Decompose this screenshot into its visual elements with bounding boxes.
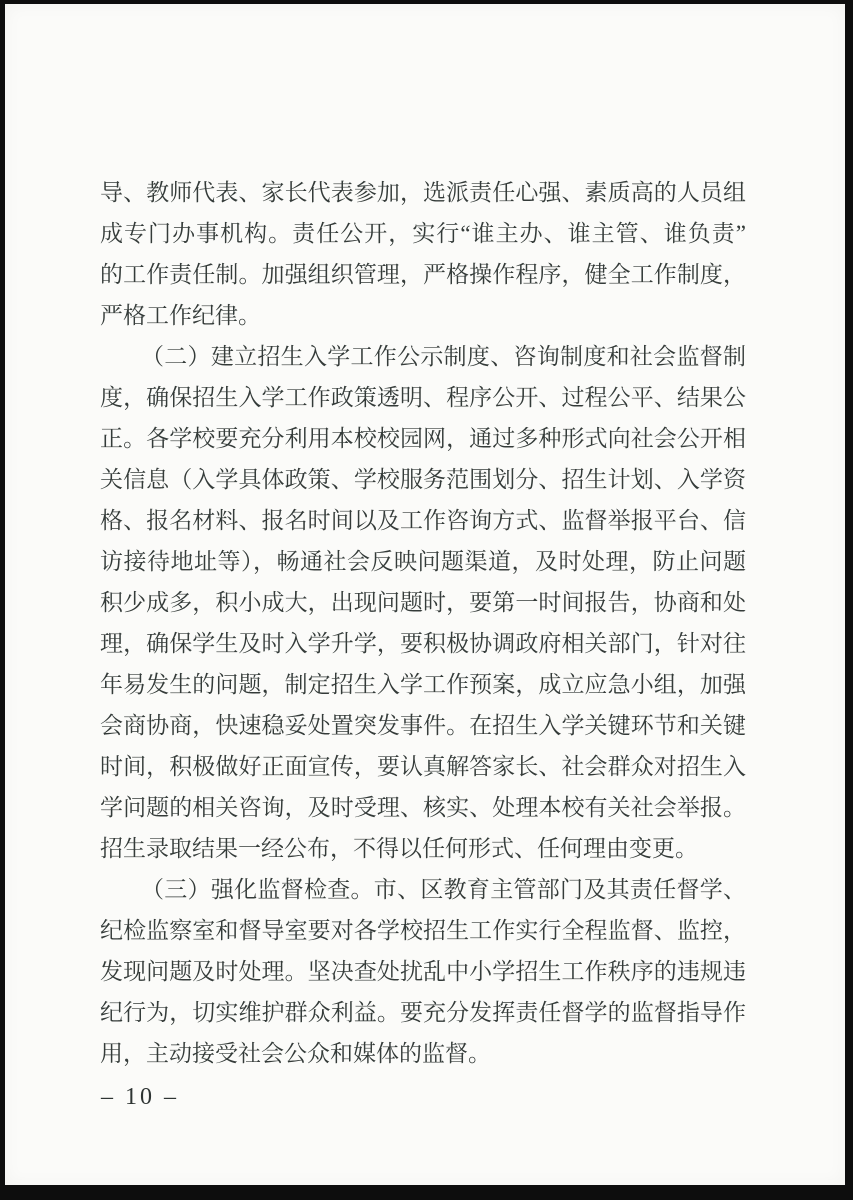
text-line: 正。各学校要充分利用本校校园网，通过多种形式向社会公开相 — [100, 426, 746, 451]
text-line: 招生录取结果一经公布，不得以任何形式、任何理由变更。 — [100, 836, 698, 861]
text-line: 用，主动接受社会公众和媒体的监督。 — [100, 1041, 491, 1066]
text-line: 年易发生的问题，制定招生入学工作预案，成立应急小组，加强 — [100, 672, 746, 697]
text-line: 关信息（入学具体政策、学校服务范围划分、招生计划、入学资 — [100, 467, 746, 492]
text-line: 时间，积极做好正面宣传，要认真解答家长、社会群众对招生入 — [100, 754, 746, 779]
text-line: 学问题的相关咨询，及时受理、核实、处理本校有关社会举报。 — [100, 795, 746, 820]
page-number: – 10 – — [101, 1084, 179, 1110]
text-line: 访接待地址等），畅通社会反映问题渠道，及时处理，防止问题 — [100, 549, 746, 574]
text-line: 严格工作纪律。 — [100, 303, 261, 328]
body-text — [100, 172, 746, 1074]
text-line: 度，确保招生入学工作政策透明、程序公开、过程公平、结果公 — [100, 385, 746, 410]
text-line: （三）强化监督检查。市、区教育主管部门及其责任督学、 — [141, 877, 746, 902]
text-line: 会商协商，快速稳妥处置突发事件。在招生入学关键环节和关键 — [100, 713, 746, 738]
text-line: 成专门办事机构。责任公开，实行“谁主办、谁主管、谁负责” — [100, 221, 746, 246]
text-line: 格、报名材料、报名时间以及工作咨询方式、监督举报平台、信 — [100, 508, 746, 533]
text-line: 纪检监察室和督导室要对各学校招生工作实行全程监督、监控， — [100, 918, 746, 943]
text-line: 理，确保学生及时入学升学，要积极协调政府相关部门，针对往 — [100, 631, 746, 656]
text-line: 积少成多，积小成大，出现问题时，要第一时间报告，协商和处 — [100, 590, 746, 615]
document-page — [5, 4, 845, 1185]
text-line: 的工作责任制。加强组织管理，严格操作程序，健全工作制度， — [100, 262, 746, 287]
text-line: 发现问题及时处理。坚决查处扰乱中小学招生工作秩序的违规违 — [100, 959, 746, 984]
text-line: 纪行为，切实维护群众利益。要充分发挥责任督学的监督指导作 — [100, 1000, 746, 1025]
text-line: 导、教师代表、家长代表参加，选派责任心强、素质高的人员组 — [100, 180, 746, 205]
text-line: （二）建立招生入学工作公示制度、咨询制度和社会监督制 — [141, 344, 746, 369]
